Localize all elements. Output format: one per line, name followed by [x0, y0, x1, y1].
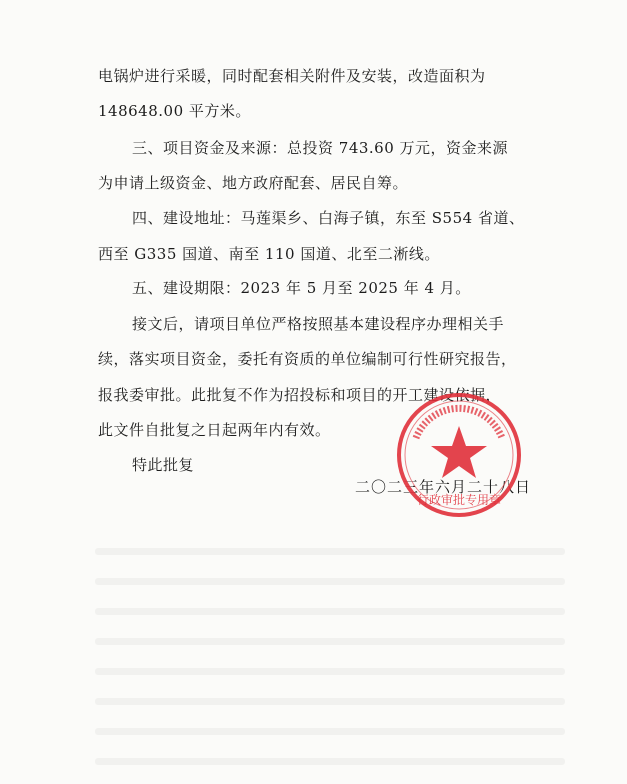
- body-line-9: 续，落实项目资金，委托有资质的单位编制可行性研究报告，: [98, 350, 517, 368]
- closing-line: 特此批复: [132, 456, 195, 474]
- body-line-11: 此文件自批复之日起两年内有效。: [98, 421, 331, 439]
- body-line-1: 电锅炉进行采暖，同时配套相关附件及安装，改造面积为: [98, 67, 486, 85]
- body-line-5: 四、建设地址：马莲渠乡、白海子镇，东至 S554 省道、: [132, 209, 525, 227]
- body-line-8: 接文后，请项目单位严格按照基本建设程序办理相关手: [132, 315, 505, 333]
- document-date: 二〇二三年六月二十八日: [355, 478, 532, 496]
- official-seal-icon: [394, 390, 524, 520]
- body-line-3: 三、项目资金及来源：总投资 743.60 万元，资金来源: [132, 139, 509, 157]
- body-line-10: 报我委审批。此批复不作为招投标和项目的开工建设依据，: [98, 386, 502, 404]
- body-line-4: 为申请上级资金、地方政府配套、居民自筹。: [98, 174, 409, 192]
- body-line-7: 五、建设期限：2023 年 5 月至 2025 年 4 月。: [132, 279, 471, 297]
- body-line-2: 148648.00 平方米。: [98, 102, 251, 120]
- body-line-6: 西至 G335 国道、南至 110 国道、北至二淅线。: [98, 245, 440, 263]
- seal-label: 行政审批专用章: [416, 493, 502, 507]
